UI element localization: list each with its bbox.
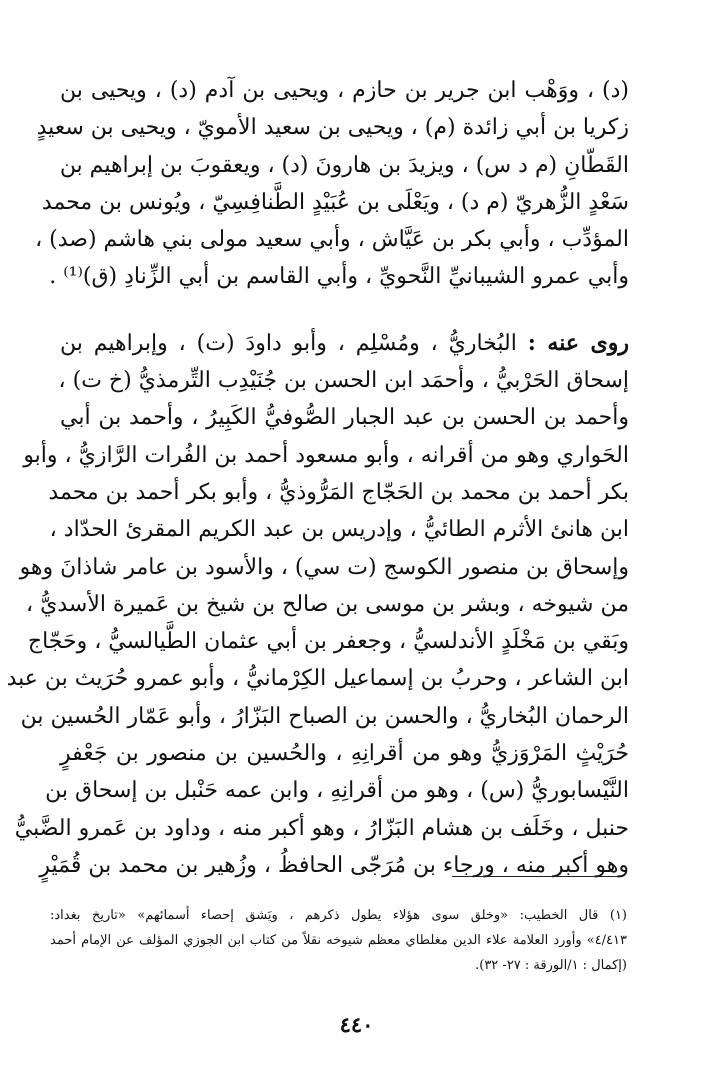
text-line: القَطّانِ (م د س) ، ويزيدَ بن هارونَ (د) ، ويعقوبَ بن إبراهيم بن bbox=[59, 152, 629, 178]
text-line: ابن هانئ الأثرم الطائيُّ ، وإدريس بن عبد الكريم المقرئ الحدّاد ، bbox=[49, 517, 629, 543]
text-line: حنبل ، وخَلَف بن هشام البَزّارُ ، وهو أكبر منه ، وداود بن عَمرو الضَّبيُّ bbox=[14, 815, 629, 841]
text-line: وهو أكبر منه ، ورجاء بن مُرَجّى الحافظُ ، وزُهير بن محمد بن قُمَيْرٍ bbox=[39, 852, 629, 878]
text-line: الحَواري وهو من أقرانه ، وأبو مسعود أحمد بن الفُرات الرَّازيُّ ، وأبو bbox=[23, 442, 629, 468]
section-lead: روى عنه : bbox=[527, 329, 629, 356]
text-line bbox=[60, 325, 629, 362]
paragraph-students bbox=[6, 325, 629, 884]
footnote-line: (إكمال : ١/الورقة : ٢٧- ٣٢). bbox=[475, 958, 627, 973]
text-line: المؤدِّب ، وأبي بكر بن عَيَّاش ، وأبي سعيد مولى بني هاشم (صد) ، bbox=[35, 227, 629, 253]
footnote-line: ٤/٤١٣» وأورد العلامة علاء الدين مغلطاي معظم شيوخه نقلاً من كتاب ابن الجوزي المؤلف عن الإمام أحمد bbox=[50, 933, 627, 948]
text-line: وأحمد بن الحسن بن عبد الجبار الصُّوفيُّ الكَبِيرُ ، وأحمد بن أبي bbox=[60, 405, 629, 431]
text-line: ابن الشاعر ، وحربُ بن إسماعيل الكِرْمانيُّ ، وأبو عمرو حُرَيث بن عبد bbox=[6, 666, 629, 692]
text-line: وبَقي بن مَخْلَدٍ الأندلسيُّ ، وجعفر بن أبي عثمان الطَّيالسيُّ ، وحَجّاج bbox=[27, 629, 629, 655]
paragraph-teachers bbox=[35, 72, 629, 296]
text-line: النَّيْسابوريُّ (س) ، وهو من أقرانِهِ ، وابن عمه حَنْبل بن إسحاق بن bbox=[45, 778, 629, 804]
footnote-line: (١) قال الخطيب: «وخلق سوى هؤلاء يطول ذكرهم ، ويَشق إحصاء أسمائهم» «تاريخ بغداد: bbox=[50, 908, 627, 923]
text-line: سَعْدٍ الزُّهريّ (م د) ، ويَعْلَى بن عُبَيْدٍ الطَّنافِسِيّ ، ويُونس بن محمد bbox=[41, 189, 629, 215]
paragraph-gap bbox=[60, 296, 629, 325]
page-number: ٤٤٠ bbox=[339, 1012, 374, 1037]
text-line: إسحاق الحَرْبيُّ ، وأحمَد ابن الحسن بن جُنَيْدِب التِّرمذيُّ (خ ت) ، bbox=[58, 368, 629, 394]
text-line: من شيوخه ، وبشر بن موسى بن صالح بن شيخ بن عَميرة الأسديُّ ، bbox=[26, 591, 629, 617]
footnote bbox=[50, 903, 627, 978]
text-line: (د) ، ووَهْب ابن جرير بن حازم ، ويحيى بن آدم (د) ، ويحيى بن bbox=[60, 78, 629, 103]
text-line: بكر أحمد بن محمد بن الحَجّاج المَرُّوذيُّ ، وأبو بكر أحمد بن محمد bbox=[48, 479, 629, 505]
text-line: زكريا بن أبي زائدة (م) ، ويحيى بن سعيد الأمويّ ، ويحيى بن سعيدٍ bbox=[36, 115, 629, 141]
text-line: وإسحاق بن منصور الكوسج (ت سي) ، والأسود بن عامر شاذانَ وهو bbox=[19, 554, 629, 580]
footnote-divider bbox=[452, 876, 620, 877]
text-line: حُرَيْثٍ المَرْوَزيُّ وهو من أقرانِهِ ، والحُسين بن منصور بن جَعْفرٍ bbox=[60, 741, 629, 767]
main-text bbox=[6, 72, 629, 884]
text-line: وأبي عمرو الشيبانيِّ النَّحويِّ ، وأبي القاسم بن أبي الزِّنادِ (ق)⁽¹⁾ . bbox=[49, 264, 629, 290]
lead-line-rest: البُخاريُّ ، ومُسْلِم ، وأبو داودَ (ت) ، وإبراهيم بن bbox=[60, 330, 528, 356]
text-line: الرحمان البُخاريُّ ، والحسن بن الصباح البَزّارُ ، وأبو عَمّار الحُسين بن bbox=[20, 703, 629, 729]
